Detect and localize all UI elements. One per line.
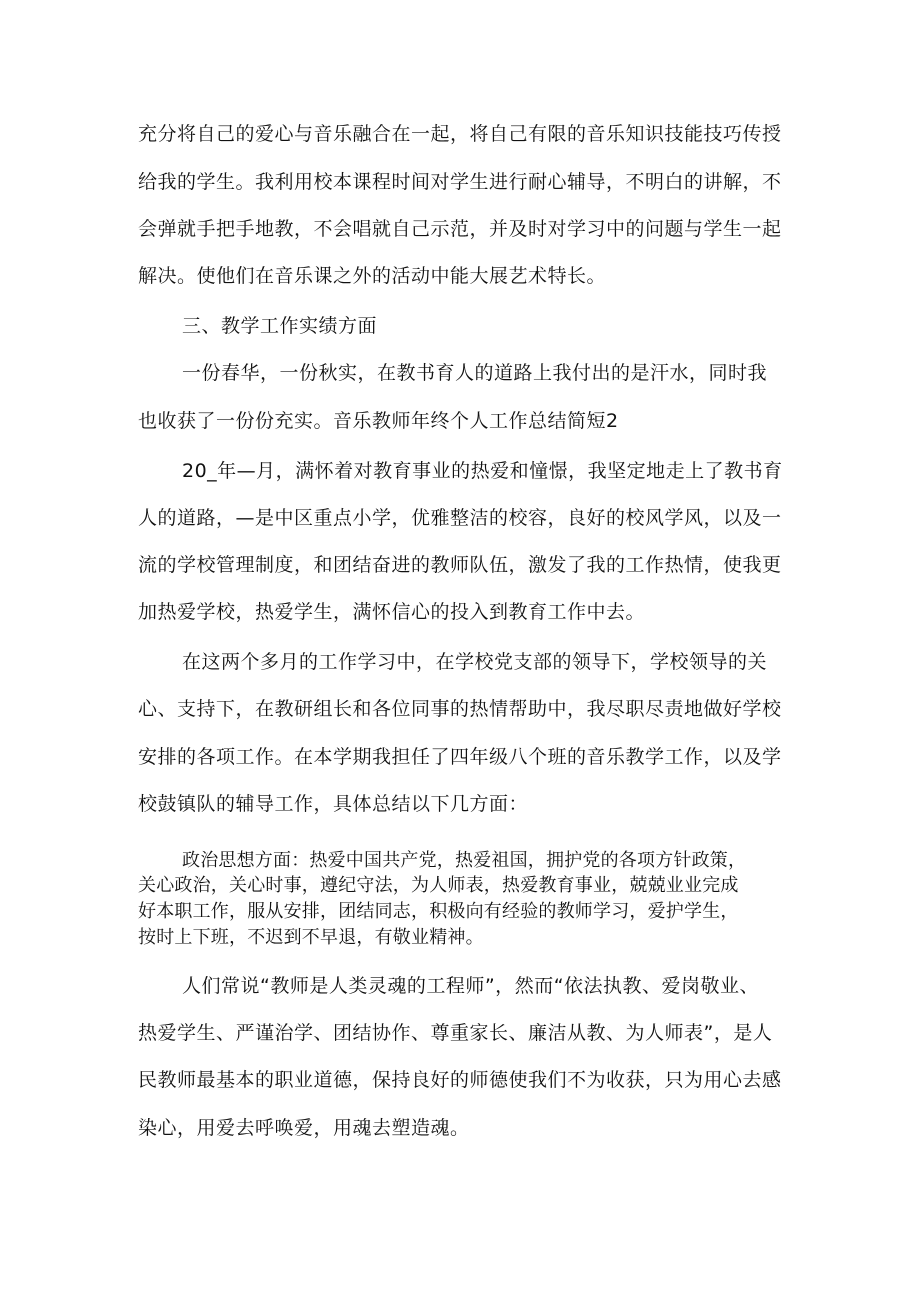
- text-line: 会弹就手把手地教，不会唱就自己示范，并及时对学习中的问题与学生一起: [138, 218, 782, 240]
- text-line: 20_年—月，满怀着对教育事业的热爱和憧憬，我坚定地走上了教书育: [182, 460, 783, 482]
- text-line: 关心政治，关心时事，遵纪守法，为人师表，热爱教育事业，兢兢业业完成: [138, 875, 739, 896]
- text-line: 民教师最基本的职业道德，保持良好的师德使我们不为收获，只为用心去感: [138, 1069, 782, 1091]
- text-line: 热爱学生、严谨治学、团结协作、尊重家长、廉洁从教、为人师表”，是人: [138, 1022, 773, 1044]
- text-line: 在这两个多月的工作学习中，在学校党支部的领导下，学校领导的关: [182, 651, 768, 673]
- text-line: 校鼓镇队的辅导工作，具体总结以下几方面：: [138, 793, 529, 815]
- text-line: 安排的各项工作。在本学期我担任了四年级八个班的音乐教学工作，以及学: [138, 746, 782, 768]
- text-line: 流的学校管理制度，和团结奋进的教师队伍，激发了我的工作热情，使我更: [138, 554, 782, 576]
- text-line: 也收获了一份份充实。音乐教师年终个人工作总结简短2: [138, 410, 619, 432]
- text-line: 给我的学生。我利用校本课程时间对学生进行耐心辅导，不明白的讲解，不: [138, 171, 782, 193]
- text-line: 染心，用爱去呼唤爱，用魂去塑造魂。: [138, 1117, 470, 1139]
- text-line: 人的道路，—是中区重点小学，优雅整洁的校容，良好的校风学风，以及一: [138, 507, 782, 529]
- text-line: 心、支持下，在教研组长和各位同事的热情帮助中，我尽职尽责地做好学校: [138, 698, 782, 720]
- text-line: 按时上下班，不迟到不早退，有敬业精神。: [138, 927, 484, 948]
- text-line: 解决。使他们在音乐课之外的活动中能大展艺术特长。: [138, 265, 607, 287]
- text-line: 人们常说“教师是人类灵魂的工程师”，然而“依法执教、爱岗敬业、: [182, 975, 760, 997]
- text-line: 加热爱学校，热爱学生，满怀信心的投入到教育工作中去。: [138, 601, 646, 623]
- section-heading: 三、教学工作实绩方面: [182, 315, 378, 337]
- text-line: 好本职工作，服从安排，团结同志，积极向有经验的教师学习，爱护学生，: [138, 901, 739, 922]
- text-line: 充分将自己的爱心与音乐融合在一起，将自己有限的音乐知识技能技巧传授: [138, 123, 782, 145]
- text-line: 一份春华，一份秋实，在教书育人的道路上我付出的是汗水，同时我: [182, 362, 768, 384]
- text-line: 政治思想方面：热爱中国共产党，热爱祖国，拥护党的各项方针政策，: [182, 850, 747, 871]
